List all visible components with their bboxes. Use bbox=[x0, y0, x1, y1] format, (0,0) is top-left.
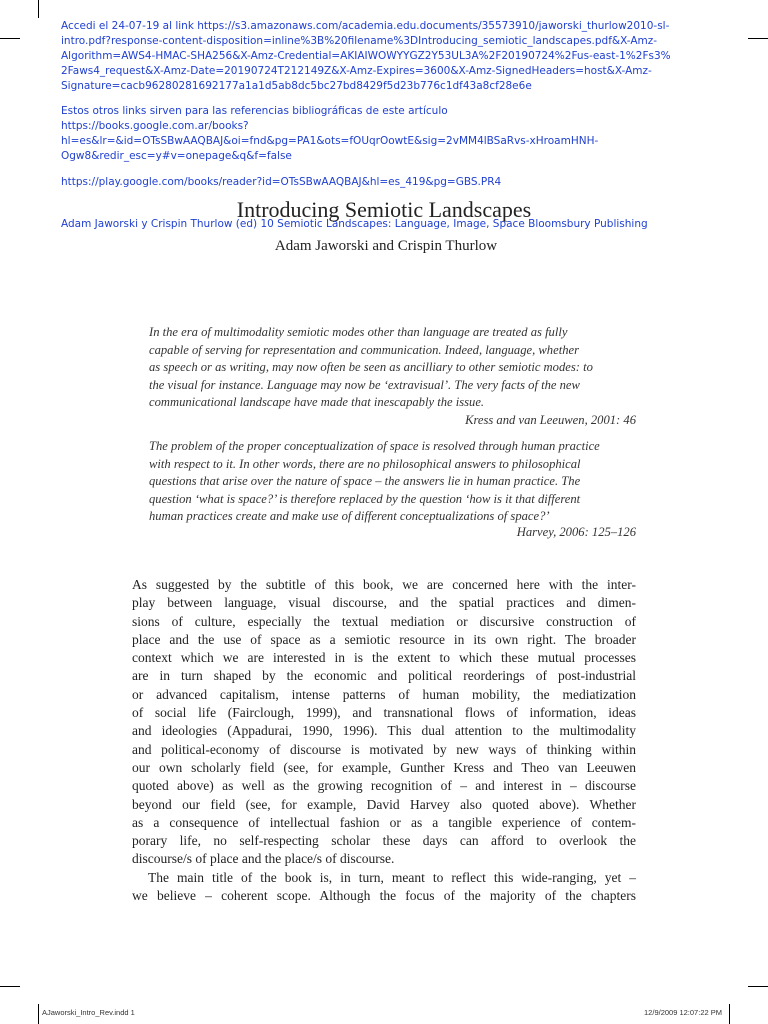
epigraph-line: In the era of multimodality semiotic modes other than language are treated as fully bbox=[149, 325, 568, 339]
body-line: our own scholarly field (see, for example, Gunther Kress and Theo van Leeuwen bbox=[132, 759, 636, 775]
body-line: quoted above) as well as the growing recognition of – and interest in – discourse bbox=[132, 778, 636, 794]
access-note-line[interactable]: 2Faws4_request&X-Amz-Date=20190724T212149Z&X-Amz-Expires=3600&X-Amz-SignedHeaders=host&X-Amz- bbox=[61, 65, 652, 77]
body-line: As suggested by the subtitle of this book, we are concerned here with the inter- bbox=[132, 577, 636, 592]
crop-mark bbox=[0, 38, 20, 39]
books-link[interactable]: https://books.google.com.ar/books? bbox=[61, 120, 249, 132]
epigraph-line: communicational landscape have made that inescapably the issue. bbox=[149, 395, 485, 410]
crop-mark bbox=[38, 1004, 39, 1024]
epigraph-quote bbox=[149, 324, 636, 412]
access-note-line[interactable]: intro.pdf?response-content-disposition=inline%3B%20filename%3DIntroducing_semiotic_landscapes.pdf&X-Amz- bbox=[61, 35, 658, 47]
references-note-line: Estos otros links sirven para las referencias bibliográficas de este artículo bbox=[61, 105, 448, 117]
access-note-line[interactable]: Accedi el 24-07-19 al link https://s3.amazonaws.com/academia.edu.documents/35573910/jaworski_thurlow2010-sl- bbox=[61, 20, 670, 32]
body-line: are in turn shaped by the economic and political reorderings of post-industrial bbox=[132, 668, 636, 684]
play-books-link[interactable]: https://play.google.com/books/reader?id=OTsSBwAAQBAJ&hl=es_419&pg=GBS.PR4 bbox=[61, 176, 502, 188]
body-text bbox=[132, 576, 636, 905]
body-line: discourse/s of place and the place/s of discourse. bbox=[132, 851, 395, 867]
access-note-line[interactable]: Algorithm=AWS4-HMAC-SHA256&X-Amz-Credential=AKIAIWOWYYGZ2Y53UL3A%2F20190724%2Fus-east-1%2Fs3% bbox=[61, 50, 671, 62]
epigraph-line: with respect to it. In other words, there are no philosophical answers to philosophical bbox=[149, 456, 581, 471]
epigraph-attribution: Harvey, 2006: 125–126 bbox=[516, 525, 636, 539]
epigraph-line: the visual for instance. Language may now be ‘extravisual’. The very facts of the new bbox=[149, 377, 580, 392]
books-link[interactable]: hl=es&lr=&id=OTsSBwAAQBAJ&oi=fnd&pg=PA1&ots=fOUqrOowtE&sig=2vMM4lBSaRvs-xHroamHNH- bbox=[61, 135, 599, 147]
footer-file: AJaworski_Intro_Rev.indd 1 bbox=[42, 1008, 135, 1017]
body-line: we believe – coherent scope. Although the focus of the majority of the chapters bbox=[132, 888, 636, 904]
epigraph-line: The problem of the proper conceptualization of space is resolved through human practice bbox=[149, 439, 600, 453]
body-line: or advanced capitalism, intense patterns of human mobility, the mediatization bbox=[132, 686, 636, 702]
epigraph-line: human practices create and make use of different conceptualizations of space?’ bbox=[149, 509, 550, 524]
chapter-authors: Adam Jaworski and Crispin Thurlow bbox=[274, 238, 498, 254]
body-line: context which we are interested in is the extent to which these mutual processes bbox=[132, 650, 636, 666]
crop-mark bbox=[748, 986, 768, 987]
body-line: and political-economy of discourse is motivated by new ways of thinking within bbox=[132, 741, 636, 757]
crop-mark bbox=[0, 986, 20, 987]
body-line: place and the use of space as a semiotic resource in its own right. The broader bbox=[132, 631, 636, 647]
body-line: The main title of the book is, in turn, meant to reflect this wide-ranging, yet – bbox=[148, 869, 636, 885]
crop-mark bbox=[729, 1004, 730, 1024]
epigraph-line: as speech or as writing, may now often be seen as ancilliary to other semiotic modes: to bbox=[149, 360, 593, 375]
epigraph-line: question ‘what is space?’ is therefore replaced by the question ‘how is it that different bbox=[149, 491, 581, 506]
body-line: as a consequence of intellectual fashion or as a tangible experience of contem- bbox=[132, 814, 636, 830]
body-line: and ideologies (Appadurai, 1990, 1996). This dual attention to the multimodality bbox=[132, 723, 636, 739]
body-line: sions of culture, especially the textual mediation or discursive construction of bbox=[132, 613, 636, 629]
body-line: beyond our field (see, for example, David Harvey also quoted above). Whether bbox=[132, 796, 636, 812]
book-citation: Adam Jaworski y Crispin Thurlow (ed) 10 Semiotic Landscapes: Language, Image, Space Bloomsbury Publishing bbox=[61, 218, 648, 230]
body-line: of social life (Fairclough, 1999), and transnational flows of information, ideas bbox=[132, 705, 636, 721]
chapter-title: Introducing Semiotic Landscapes bbox=[236, 197, 532, 222]
epigraph-quote bbox=[149, 438, 636, 526]
crop-mark bbox=[748, 38, 768, 39]
crop-mark bbox=[38, 0, 39, 18]
footer-timestamp: 12/9/2009 12:07:22 PM bbox=[644, 1008, 722, 1017]
access-note-line[interactable]: Signature=cacb96280281692177a1a1d5ab8dc5bc27bd8429f5d23b776c1df43a8cf28e6e bbox=[61, 80, 532, 92]
books-link[interactable]: Ogw8&redir_esc=y#v=onepage&q&f=false bbox=[61, 150, 292, 162]
epigraph-attribution: Kress and van Leeuwen, 2001: 46 bbox=[465, 413, 636, 427]
epigraph-line: questions that arise over the nature of space – the answers lie in human practice. The bbox=[149, 474, 581, 489]
epigraph-line: capable of serving for representation and communication. Indeed, language, whether bbox=[149, 342, 579, 357]
body-line: play between language, visual discourse, and the spatial practices and dimen- bbox=[132, 595, 636, 611]
body-line: porary life, no self-respecting scholar these days can afford to overlook the bbox=[132, 833, 636, 849]
